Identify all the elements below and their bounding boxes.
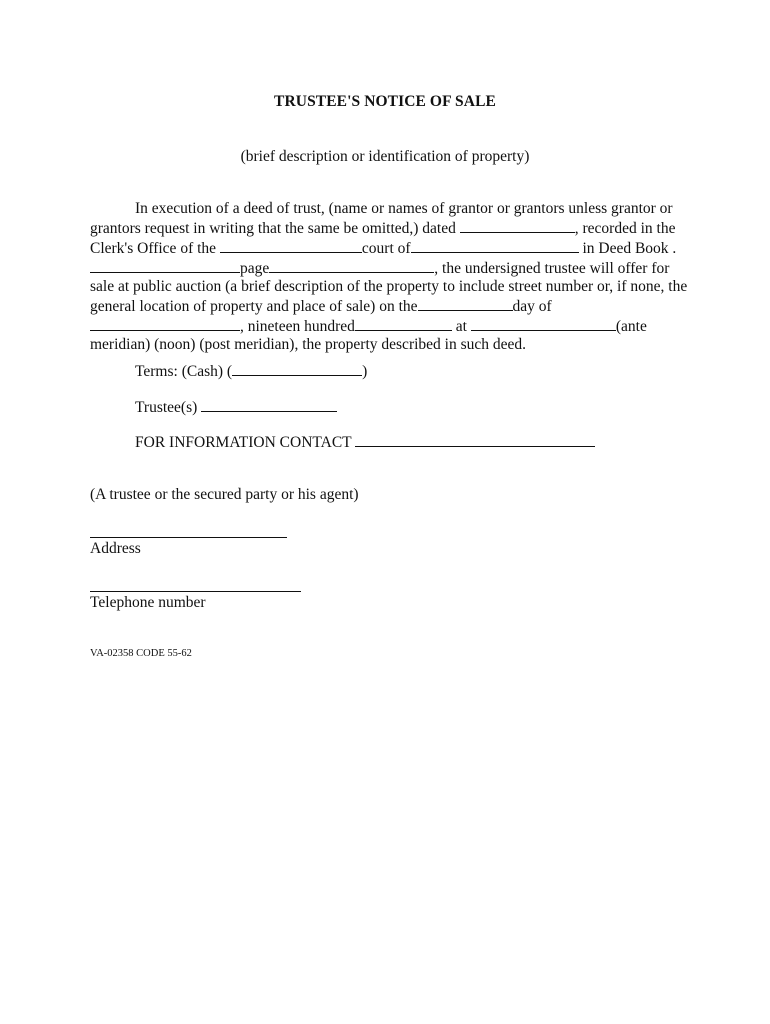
court-of-blank[interactable] — [411, 238, 579, 253]
deed-book-blank[interactable] — [90, 258, 240, 273]
telephone-label: Telephone number — [90, 594, 206, 611]
paragraph-line-5: sale at public auction (a brief description of the property to include street number or, if none, the — [90, 278, 688, 295]
paragraph-line-2: grantors request in writing that the same be omitted,) dated , recorded in the — [90, 220, 676, 237]
address-label: Address — [90, 540, 141, 557]
sale-date-blank[interactable] — [418, 296, 513, 311]
contact-blank[interactable] — [355, 432, 595, 447]
form-code: VA-02358 CODE 55-62 — [90, 648, 192, 659]
clerk-office-blank[interactable] — [220, 238, 362, 253]
notice-paragraph — [90, 200, 690, 354]
address-blank[interactable] — [90, 537, 287, 538]
paragraph-line-7: , nineteen hundred at (ante — [90, 316, 690, 336]
paragraph-line-3: Clerk's Office of the court of in Deed Book . — [90, 240, 677, 257]
page-blank[interactable] — [269, 258, 434, 273]
dated-blank[interactable] — [460, 218, 575, 233]
paragraph-line-4: page , the undersigned trustee will offer for — [90, 258, 690, 278]
time-blank[interactable] — [471, 316, 616, 331]
telephone-blank[interactable] — [90, 591, 301, 592]
paragraph-line-8: meridian) (noon) (post meridian), the property described in such deed. — [90, 336, 527, 353]
document-title: TRUSTEE'S NOTICE OF SALE — [274, 93, 496, 110]
paragraph-line-1: In execution of a deed of trust, (name or names of grantor or grantors unless grantor or — [135, 200, 673, 217]
contact-line: FOR INFORMATION CONTACT — [135, 432, 595, 452]
agent-note: (A trustee or the secured party or his agent) — [90, 486, 359, 503]
terms-line: Terms: (Cash) ( ) — [135, 363, 368, 380]
month-blank[interactable] — [90, 316, 240, 331]
paragraph-line-6: general location of property and place of sale) on the day of — [90, 298, 552, 315]
terms-blank[interactable] — [232, 361, 362, 376]
trustees-line: Trustee(s) — [135, 397, 337, 417]
year-blank[interactable] — [355, 316, 452, 331]
trustees-blank[interactable] — [201, 397, 337, 412]
property-description-placeholder: (brief description or identification of property) — [240, 148, 530, 165]
